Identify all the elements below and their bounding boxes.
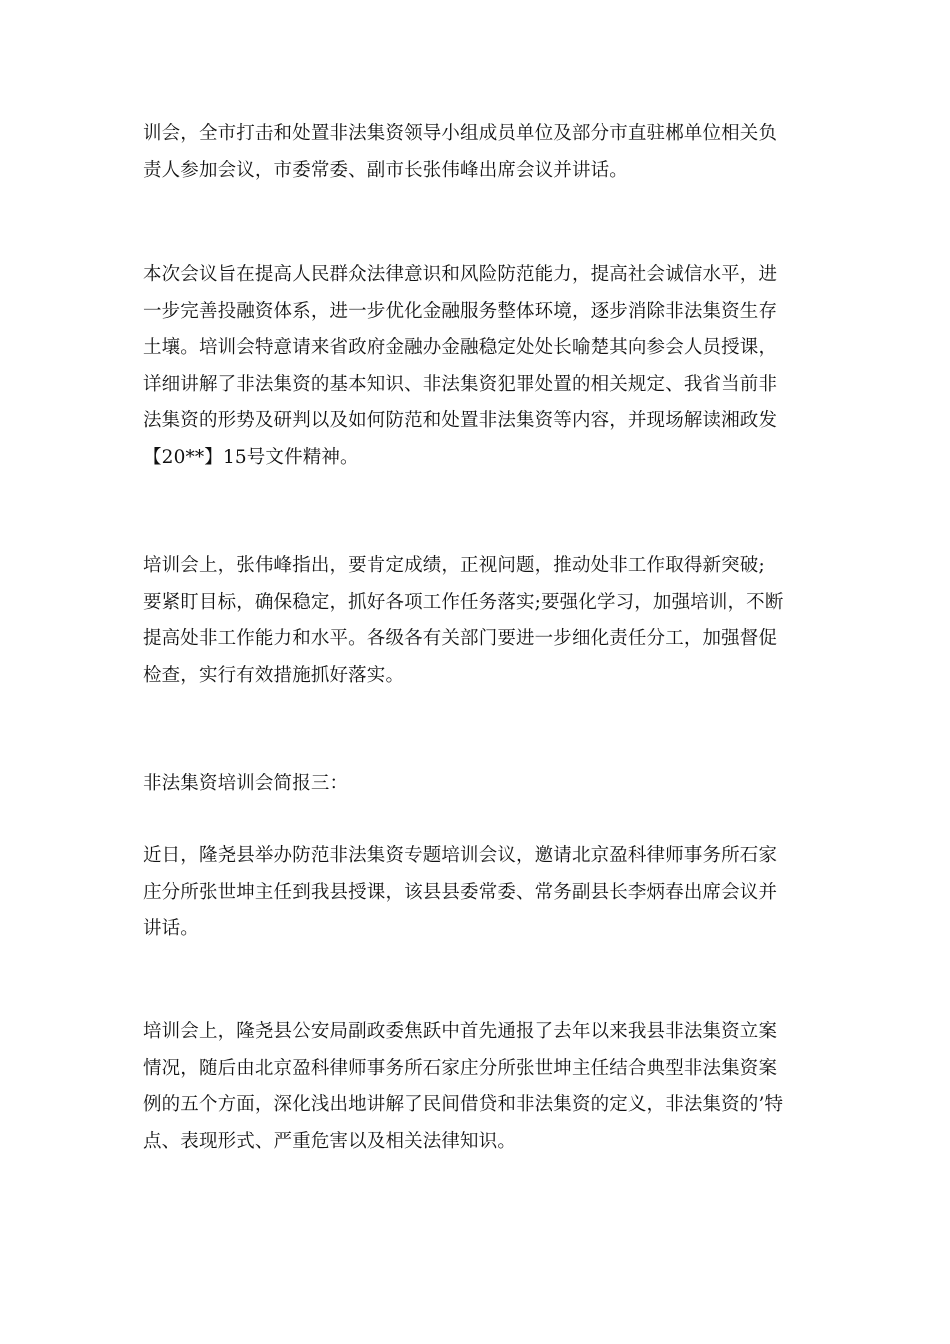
paragraph-line: 责人参加会议，市委常委、副市长张伟峰出席会议并讲话。 (143, 159, 628, 181)
paragraph-line: 情况，随后由北京盈科律师事务所石家庄分所张世坤主任结合典型非法集资案 (143, 1057, 778, 1079)
paragraph-line: 详细讲解了非法集资的基本知识、非法集资犯罪处置的相关规定、我省当前非 (143, 373, 778, 395)
paragraph-2 (143, 257, 807, 476)
paragraph-line: 培训会上，张伟峰指出，要肯定成绩，正视问题，推动处非工作取得新突破; (143, 555, 765, 576)
paragraph-line: 检查，实行有效措施抓好落实。 (143, 664, 405, 686)
paragraph-line: 【20**】15号文件精神。 (143, 446, 359, 468)
paragraph-1 (143, 116, 807, 189)
paragraph-line: 一步完善投融资体系，进一步优化金融服务整体环境，逐步消除非法集资生存 (143, 300, 778, 322)
paragraph-line: 提高处非工作能力和水平。各级各有关部门要进一步细化责任分工，加强督促 (143, 628, 778, 649)
paragraph-line: 培训会上，隆尧县公安局副政委焦跃中首先通报了去年以来我县非法集资立案 (143, 1021, 778, 1042)
paragraph-line: 近日，隆尧县举办防范非法集资专题培训会议，邀请北京盈科律师事务所石家 (143, 845, 778, 866)
paragraph-6 (143, 1014, 807, 1160)
paragraph-line: 本次会议旨在提高人民群众法律意识和风险防范能力，提高社会诚信水平，进 (143, 264, 778, 285)
paragraph-5 (143, 838, 807, 948)
paragraph-line: 土壤。培训会特意请来省政府金融办金融稳定处处长喻楚其向参会人员授课， (143, 337, 778, 358)
paragraph-line: 点、表现形式、严重危害以及相关法律知识。 (143, 1130, 517, 1152)
paragraph-line: 庄分所张世坤主任到我县授课，该县县委常委、常务副县长李炳春出席会议并 (143, 881, 778, 903)
paragraph-line: 例的五个方面，深化浅出地讲解了民间借贷和非法集资的定义，非法集资的’特 (143, 1094, 784, 1115)
paragraph-line: 要紧盯目标，确保稳定，抓好各项工作任务落实;要强化学习，加强培训，不断 (143, 591, 784, 613)
paragraph-3 (143, 548, 807, 694)
paragraph-line: 法集资的形势及研判以及如何防范和处置非法集资等内容，并现场解读湘政发 (143, 410, 778, 431)
paragraph-line: 讲话。 (143, 918, 199, 939)
section-heading (143, 766, 807, 803)
section-heading-text: 非法集资培训会简报三： (143, 773, 349, 794)
paragraph-line: 训会，全市打击和处置非法集资领导小组成员单位及部分市直驻郴单位相关负 (143, 123, 778, 144)
